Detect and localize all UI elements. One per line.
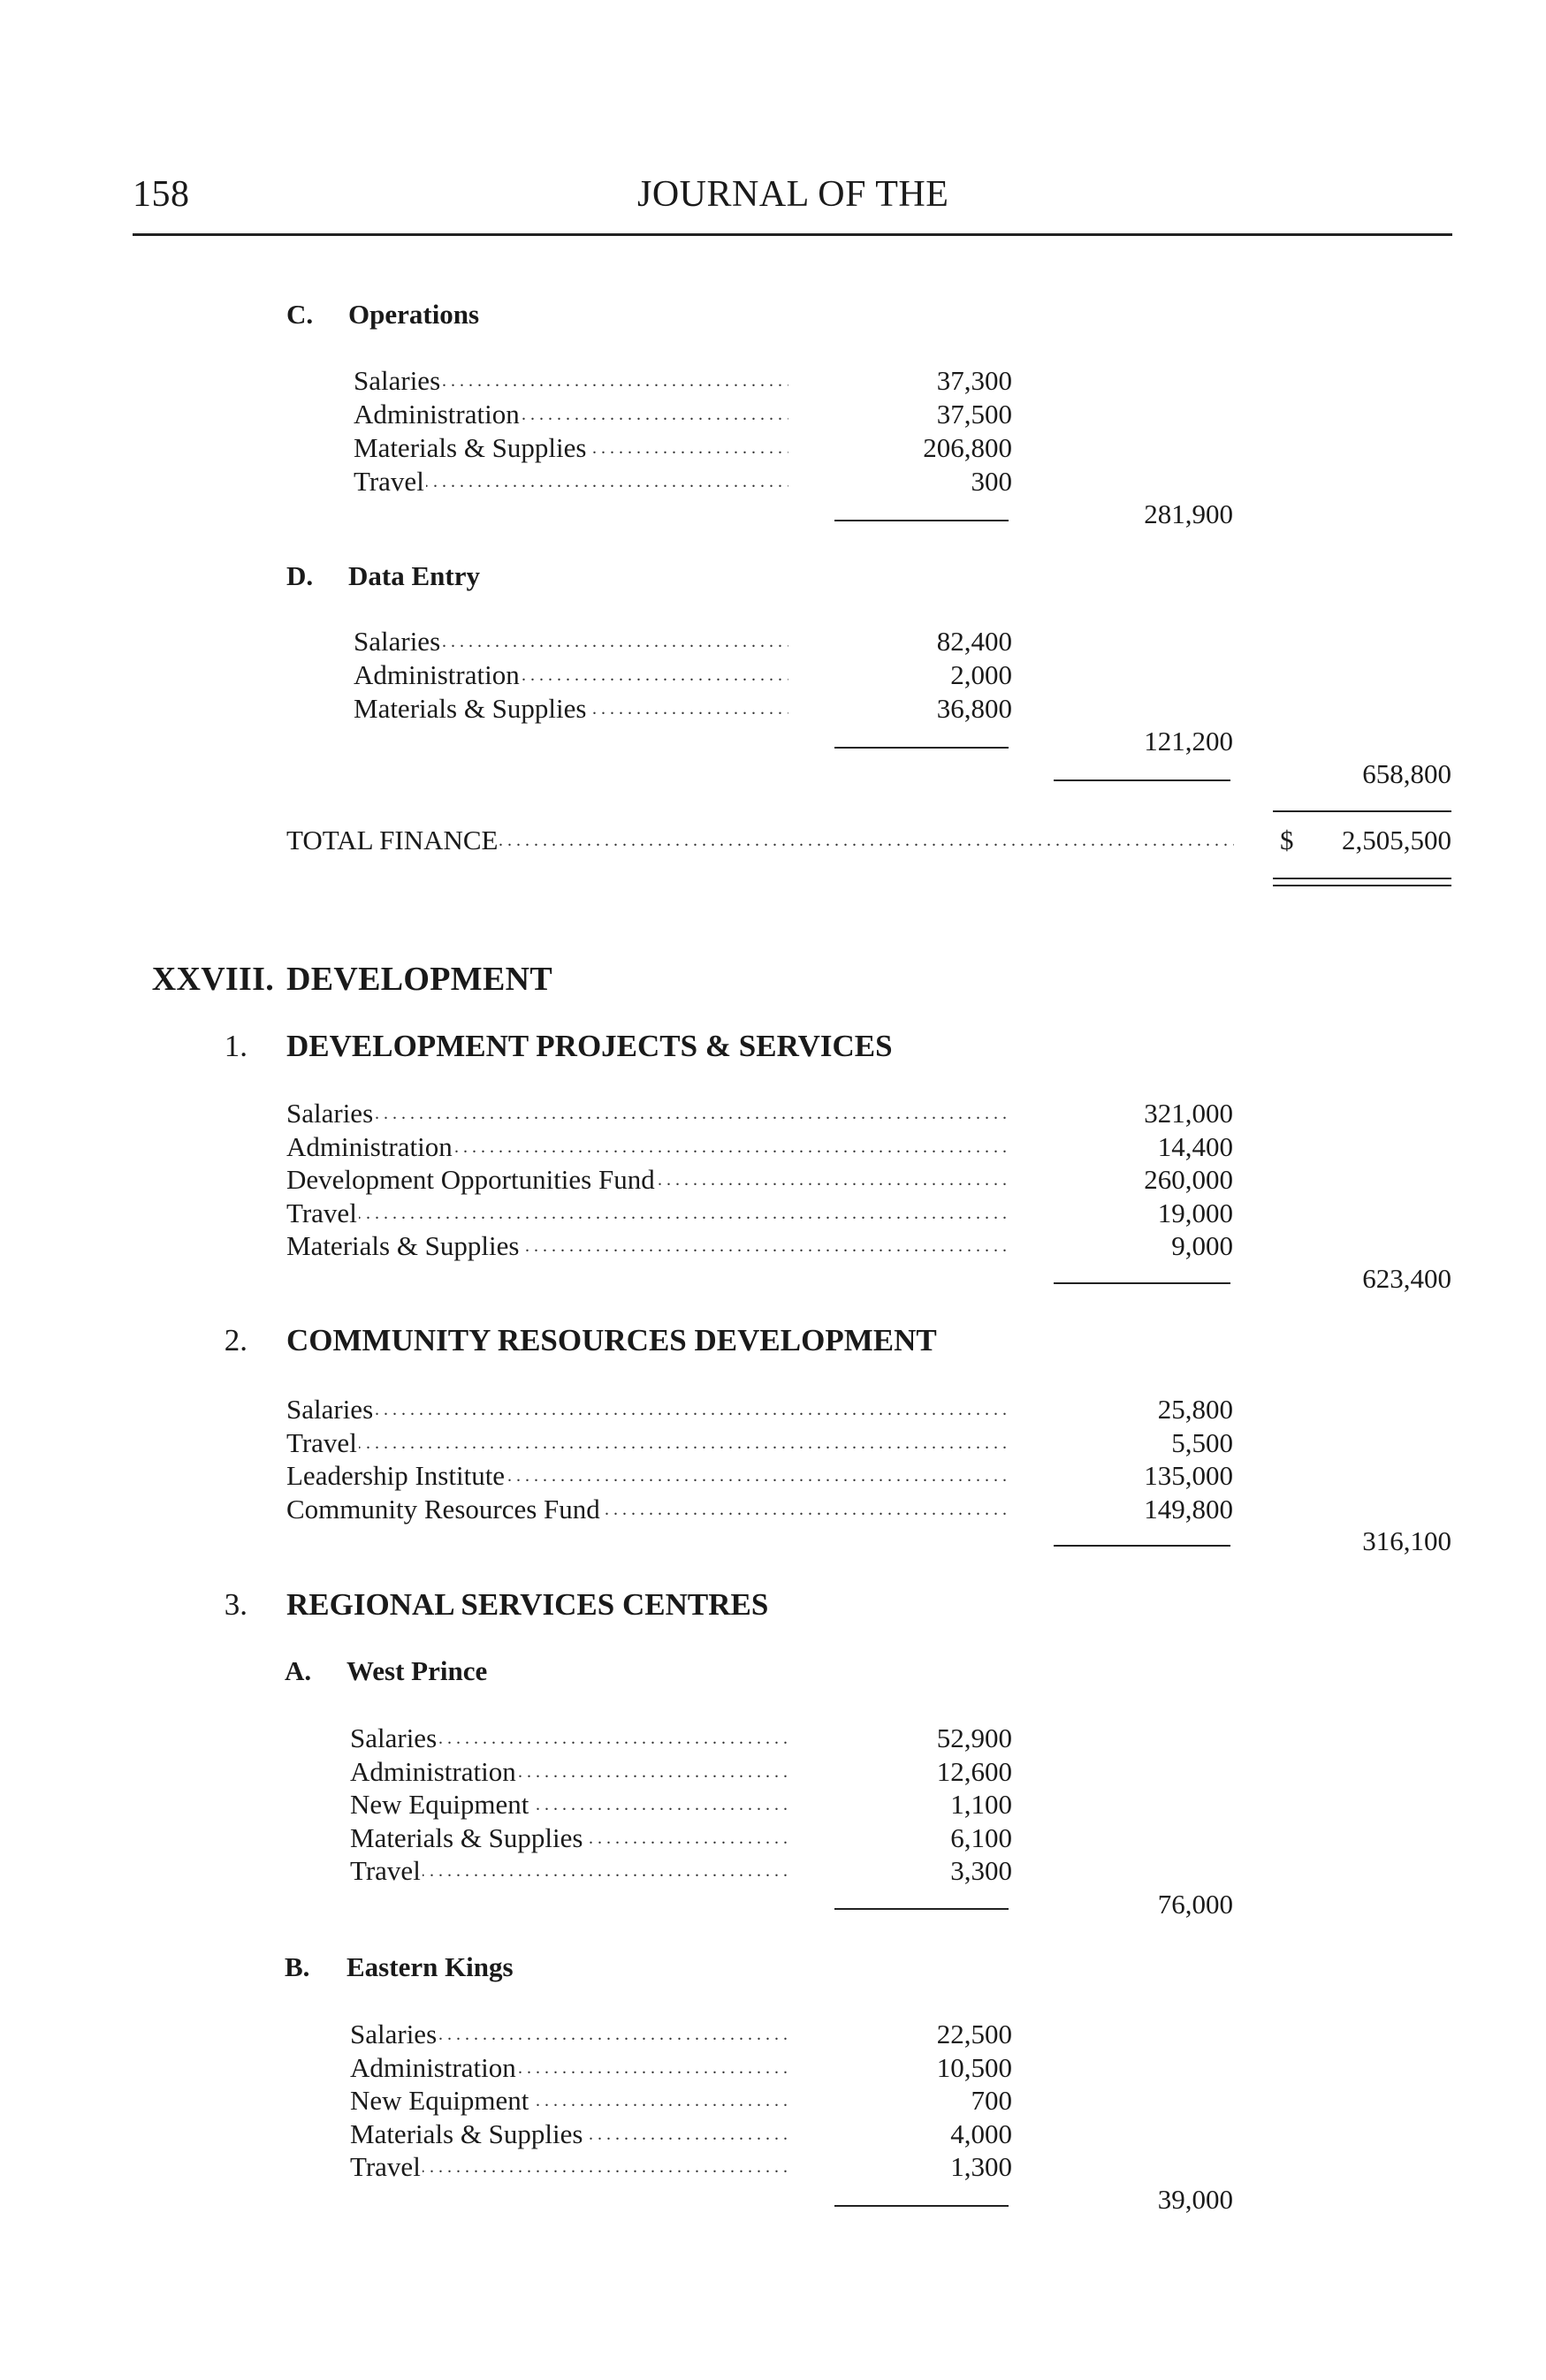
projects-total: 623,400 — [1362, 1263, 1451, 1294]
community-heading — [224, 1322, 937, 1359]
list-item: . . . Salaries — [286, 1097, 1009, 1130]
projects-title: DEVELOPMENT PROJECTS & SERVICES — [286, 1029, 893, 1063]
subtotal-rule — [834, 520, 1009, 521]
eastern-kings-heading — [285, 1950, 514, 1984]
subtotal-rule — [1054, 1282, 1230, 1284]
list-item: . . . Administration — [354, 398, 788, 431]
west-prince-subtotal: 76,000 — [1157, 1889, 1233, 1920]
total-finance-label: . . . TOTAL FINANCE — [286, 824, 1234, 857]
list-item: . . . Materials & Supplies — [350, 1821, 788, 1855]
regional-index: 3. — [224, 1587, 248, 1622]
projects-heading — [224, 1028, 893, 1065]
community-title: COMMUNITY RESOURCES DEVELOPMENT — [286, 1323, 937, 1357]
data-entry-letter: D. — [286, 560, 314, 591]
list-item: . . . Travel — [286, 1426, 1009, 1460]
list-item: . . . Community Resources Fund — [286, 1493, 1009, 1526]
finance-group-total: 658,800 — [1362, 758, 1451, 789]
list-item: . . . Administration — [350, 2051, 788, 2085]
item-amount: 700 — [971, 2085, 1012, 2116]
running-head: JOURNAL OF THE — [637, 174, 949, 215]
item-amount: 206,800 — [923, 432, 1012, 463]
item-amount: 2,000 — [950, 659, 1012, 690]
subtotal-rule — [834, 1908, 1009, 1910]
subtotal-rule — [834, 2205, 1009, 2207]
list-item: . . . New Equipment — [350, 1788, 788, 1821]
list-item: . . . Materials & Supplies — [354, 692, 788, 726]
item-amount: 82,400 — [936, 626, 1012, 657]
item-amount: 300 — [971, 466, 1012, 497]
item-amount: 6,100 — [950, 1822, 1012, 1853]
list-item: . . . Salaries — [354, 625, 788, 658]
item-amount: 52,900 — [936, 1722, 1012, 1753]
item-amount: 1,300 — [950, 2151, 1012, 2182]
list-item: . . . Administration — [350, 1755, 788, 1789]
section-title: DEVELOPMENT — [286, 961, 552, 998]
item-amount: 22,500 — [936, 2019, 1012, 2049]
item-amount: 36,800 — [936, 693, 1012, 724]
item-amount: 37,300 — [936, 365, 1012, 396]
list-item: . . . New Equipment — [350, 2084, 788, 2118]
data-entry-subtotal: 121,200 — [1144, 726, 1233, 757]
item-amount: 3,300 — [950, 1855, 1012, 1886]
eastern-kings-title: Eastern Kings — [347, 1951, 514, 1982]
subtotal-rule — [834, 747, 1009, 749]
operations-heading — [286, 298, 479, 331]
list-item: . . . Salaries — [350, 2018, 788, 2051]
item-amount: 135,000 — [1144, 1460, 1233, 1491]
operations-subtotal: 281,900 — [1144, 498, 1233, 529]
header-rule — [133, 233, 1452, 236]
operations-title: Operations — [348, 299, 480, 330]
item-amount: 1,100 — [950, 1789, 1012, 1820]
list-item: . . . Administration — [286, 1130, 1009, 1164]
list-item: . . . Administration — [354, 658, 788, 692]
item-amount: 14,400 — [1157, 1131, 1233, 1162]
west-prince-letter: A. — [285, 1655, 312, 1686]
west-prince-heading — [285, 1654, 487, 1688]
list-item: . . . Salaries — [354, 364, 788, 398]
data-entry-title: Data Entry — [348, 560, 480, 591]
total-finance-amount: 2,505,500 — [1342, 825, 1451, 855]
list-item: . . . Materials & Supplies — [350, 2118, 788, 2151]
double-rule-top — [1273, 878, 1451, 879]
community-total: 316,100 — [1362, 1525, 1451, 1556]
data-entry-heading — [286, 559, 480, 593]
eastern-kings-letter: B. — [285, 1951, 310, 1982]
item-amount: 19,000 — [1157, 1198, 1233, 1228]
community-index: 2. — [224, 1323, 248, 1357]
list-item: . . . Salaries — [286, 1393, 1009, 1426]
total-top-rule — [1273, 810, 1451, 812]
list-item: . . . Development Opportunities Fund — [286, 1163, 1009, 1197]
list-item: . . . Travel — [350, 1854, 788, 1888]
regional-title: REGIONAL SERVICES CENTRES — [286, 1587, 769, 1622]
item-amount: 149,800 — [1144, 1494, 1233, 1525]
list-item: . . . Salaries — [350, 1722, 788, 1755]
item-amount: 4,000 — [950, 2118, 1012, 2149]
item-amount: 25,800 — [1157, 1394, 1233, 1425]
list-item: . . . Materials & Supplies — [286, 1229, 1009, 1263]
section-roman: XXVIII. — [151, 961, 274, 998]
item-amount: 10,500 — [936, 2052, 1012, 2083]
list-item: . . . Travel — [286, 1197, 1009, 1230]
group-total-rule — [1054, 779, 1230, 781]
double-rule-bottom — [1273, 885, 1451, 886]
regional-heading — [224, 1586, 769, 1623]
eastern-kings-subtotal: 39,000 — [1157, 2184, 1233, 2215]
item-amount: 321,000 — [1144, 1098, 1233, 1129]
item-amount: 5,500 — [1171, 1427, 1233, 1458]
item-amount: 37,500 — [936, 399, 1012, 430]
development-heading — [151, 960, 552, 999]
list-item: . . . Leadership Institute — [286, 1459, 1009, 1493]
list-item: . . . Travel — [354, 465, 788, 498]
projects-index: 1. — [224, 1029, 248, 1063]
subtotal-rule — [1054, 1545, 1230, 1547]
item-amount: 260,000 — [1144, 1164, 1233, 1195]
list-item: . . . Materials & Supplies — [354, 431, 788, 465]
west-prince-title: West Prince — [347, 1655, 488, 1686]
page-number: 158 — [133, 174, 190, 215]
item-amount: 12,600 — [936, 1756, 1012, 1787]
currency-symbol: $ — [1280, 825, 1294, 855]
list-item: . . . Travel — [350, 2150, 788, 2184]
item-amount: 9,000 — [1171, 1230, 1233, 1261]
operations-letter: C. — [286, 299, 314, 330]
